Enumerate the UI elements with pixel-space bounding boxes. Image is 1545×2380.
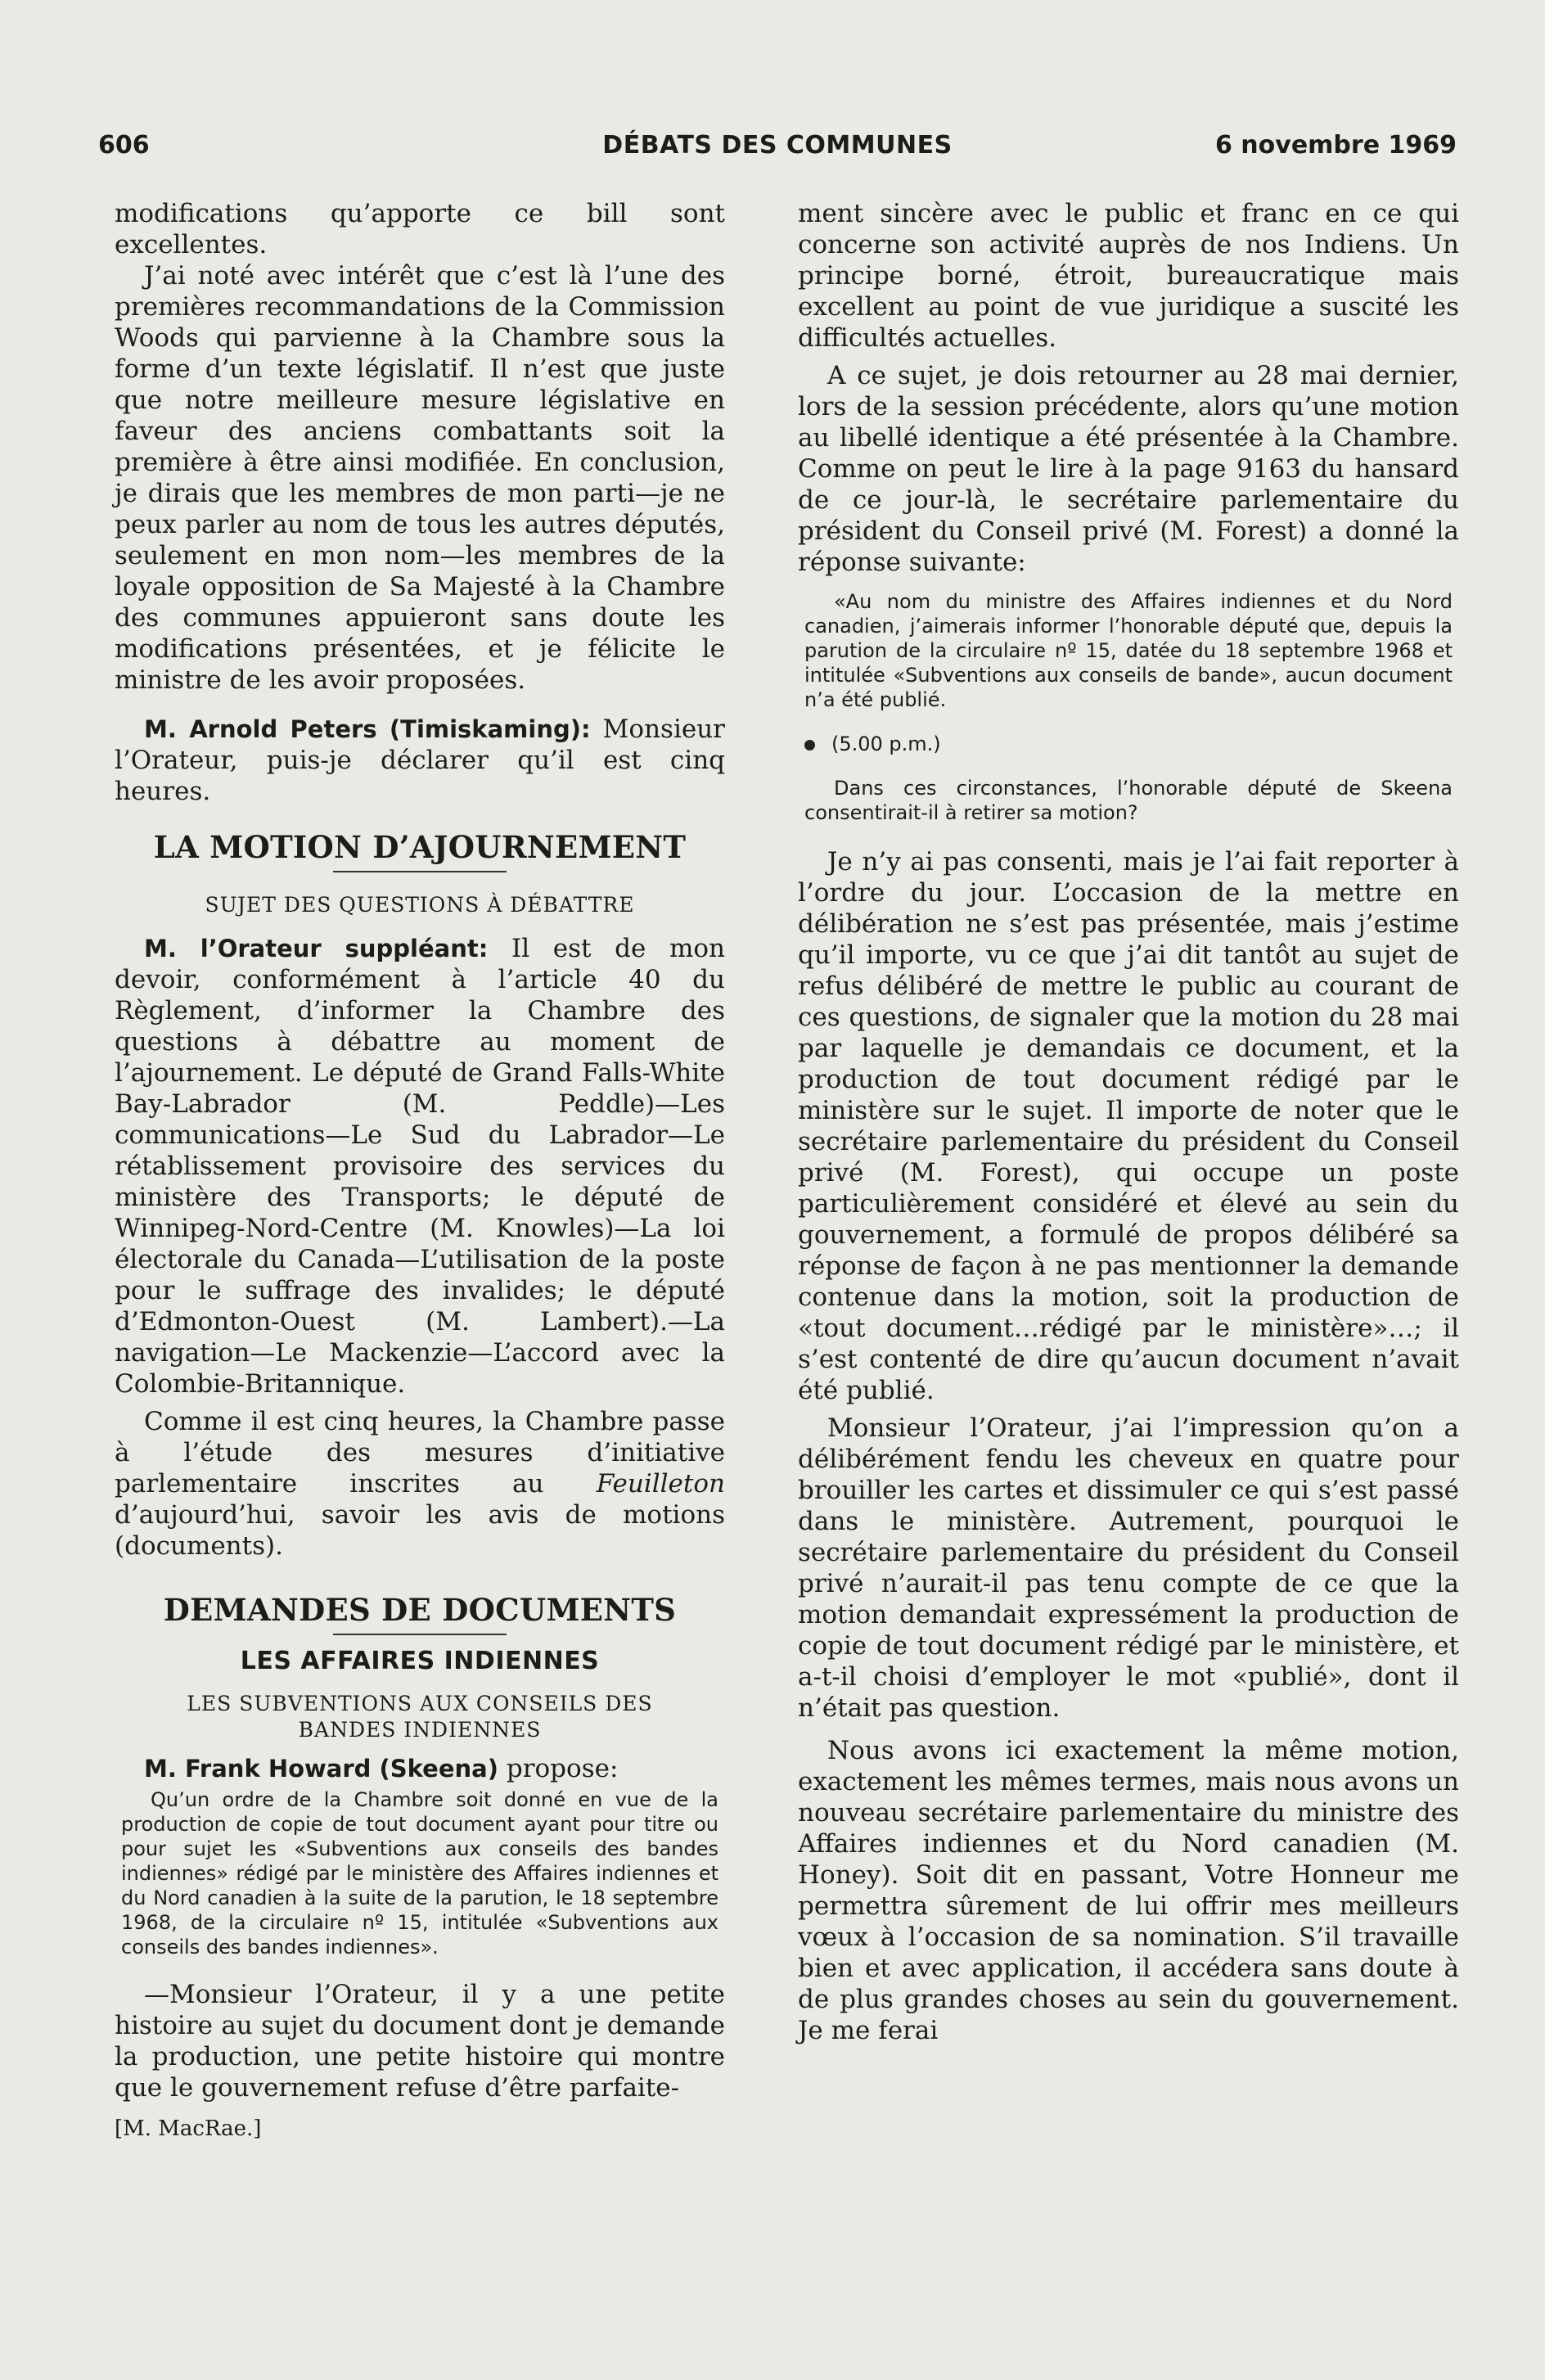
section-heading: DEMANDES DE DOCUMENTS xyxy=(163,1592,677,1628)
motion-text: Qu’un ordre de la Chambre soit donné en vue de la production de copie de tout document ayant pour titre ou pour sujet les «Subventions aux conseils des bandes indiennes» rédigé par le ministère des Affaires indiennes et du Nord canadien à la suite de la parution, le 18 septembre 1968, de la circulaire nº 15, intitulée «Subventions aux conseils des bandes indiennes». xyxy=(121,1788,718,1959)
text-run: d’aujourd’hui, savoir les avis de motions (documents). xyxy=(115,1500,725,1561)
paragraph: Je n’y ai pas consenti, mais je l’ai fait reporter à l’ordre du jour. L’occasion de la mettre en délibération ne s’est pas présentée, mais j’estime qu’il importe, vu ce que j’ai dit tantôt au sujet de refus délibéré de mettre le public au courant de ces questions, de signaler que la motion du 28 mai par laquelle je demandais ce document, et la production de tout document rédigé par le ministère sur le sujet. Il importe de noter que le secrétaire parlementaire du président du Conseil privé (M. Forest), qui occupe un poste particulièrement considéré et élevé au sein du gouvernement, a formulé de propos délibéré sa réponse de façon à ne pas mentionner la demande contenue dans la motion, soit la production de «tout document…rédigé par le ministère»…; il s’est contenté de dire qu’aucun document n’avait été publié. xyxy=(798,847,1459,1405)
paragraph: Monsieur l’Orateur, j’ai l’impression qu’on a délibérément fendu les cheveux en quatre pour brouiller les cartes et dissimuler ce qui s’est passé dans le ministère. Autrement, pourquoi le secrétaire parlementaire du président du Conseil privé n’aurait-il pas tenu compte de ce que la motion demandait expressément la production de copie de tout document rédigé par le ministère, et a-t-il choisi d’employer le mot «publié», dont il n’était pas question. xyxy=(798,1413,1459,1723)
speech-text: Il est de mon devoir, conformément à l’article 40 du Règlement, d’informer la Chambre des questions à débattre au moment de l’ajournement. Le député de Grand Falls-White Bay-Labrador (M. Peddle)—Les communications—Le Sud du Labrador—Le rétablissement provisoire des services du ministère des Transports; le député de Winnipeg-Nord-Centre (M. Knowles)—La loi électorale du Canada—L’utilisation de la poste pour le suffrage des invalides; le député d’Edmonton-Ouest (M. Lambert).—La navigation—Le Mackenzie—L’accord avec la Colombie-Britannique. xyxy=(115,934,725,1399)
time-marker xyxy=(804,732,1459,756)
speaker-name: M. Frank Howard (Skeena) xyxy=(144,1755,498,1783)
running-header xyxy=(98,131,1457,172)
speech-peters xyxy=(115,714,725,807)
page-number: 606 xyxy=(98,131,150,160)
issue-date: 6 novembre 1969 xyxy=(1214,131,1457,160)
divider xyxy=(333,871,507,872)
bullet-icon xyxy=(804,740,815,751)
time-text: (5.00 p.m.) xyxy=(831,732,941,755)
speaker-name: M. Arnold Peters (Timiskaming): xyxy=(144,715,591,743)
paragraph: ment sincère avec le public et franc en ce qui concerne son activité auprès de nos Indiens. Un principe borné, étroit, bureaucratique mais excellent au point de vue juridique a suscité les difficultés actuelles. xyxy=(798,199,1459,353)
publication-title: DÉBATS DES COMMUNES xyxy=(602,131,953,160)
speech-orateur xyxy=(115,933,725,1400)
paragraph: J’ai noté avec intérêt que c’est là l’une des premières recommandations de la Commission Woods qui parvienne à la Chambre sous la forme d’un texte législatif. Il n’est que juste que notre meilleure mesure législative en faveur des anciens combattants soit la première à être ainsi modifiée. En conclusion, je dirais que les membres de mon parti—je ne peux parler au nom de tous les autres députés, seulement en mon nom—les membres de la loyale opposition de Sa Majesté à la Chambre des communes appuieront sans doute les modifications présentées, et je félicite le ministre de les avoir proposées. xyxy=(115,261,725,695)
subheading: LES SUBVENTIONS AUX CONSEILS DES BANDES INDIENNES xyxy=(187,1692,653,1742)
quotation: Dans ces circonstances, l’honorable député de Skeena consentirait-il à retirer sa motion? xyxy=(804,777,1453,824)
text-run: Comme il est cinq heures, la Chambre passe à l’étude des mesures d’initiative parlementaire inscrites au xyxy=(115,1407,725,1499)
speaker-name: M. l’Orateur suppléant: xyxy=(144,935,489,962)
paragraph: modifications qu’apporte ce bill sont excellentes. xyxy=(115,199,725,259)
paragraph: —Monsieur l’Orateur, il y a une petite histoire au sujet du document dont je demande la production, une petite histoire qui montre que le gouvernement refuse d’être parfaite- xyxy=(115,1980,725,2103)
speaker-reference: [M. MacRae.] xyxy=(115,2116,262,2141)
speech-text: Monsieur l’Orateur, puis-je déclarer qu’il est cinq heures. xyxy=(115,714,725,806)
italic-text: Feuilleton xyxy=(596,1469,725,1499)
divider xyxy=(333,1634,507,1635)
subheading: LES AFFAIRES INDIENNES xyxy=(240,1647,600,1675)
section-heading: LA MOTION D’AJOURNEMENT xyxy=(153,829,687,865)
paragraph: Nous avons ici exactement la même motion, exactement les mêmes termes, mais nous avons un nouveau secrétaire parlementaire du ministre des Affaires indiennes et du Nord canadien (M. Honey). Soit dit en passant, Votre Honneur me permettra sûrement de lui offrir mes meilleurs vœux à l’occasion de sa nomination. S’il travaille bien et avec application, il accédera sans doute à de plus grandes choses au sein du gouvernement. Je me ferai xyxy=(798,1736,1459,2045)
subheading: SUJET DES QUESTIONS À DÉBATTRE xyxy=(205,893,635,917)
left-column xyxy=(115,198,725,2144)
paragraph: A ce sujet, je dois retourner au 28 mai dernier, lors de la session précédente, alors qu’une motion au libellé identique a été présentée à la Chambre. Comme on peut le lire à la page 9163 du hansard de ce jour-là, le secrétaire parlementaire du président du Conseil privé (M. Forest) a donné la réponse suivante: xyxy=(798,361,1459,577)
quotation: «Au nom du ministre des Affaires indiennes et du Nord canadien, j’aimerais informer l’honorable député que, depuis la parution de la circulaire nº 15, datée du 18 septembre 1968 et intitulée «Subventions aux conseils de bande», aucun document n’a été publié. xyxy=(804,590,1453,711)
speech-howard xyxy=(115,1753,725,1784)
right-column xyxy=(798,198,1459,2046)
speech-text: propose: xyxy=(498,1754,619,1783)
paragraph xyxy=(115,1406,725,1562)
